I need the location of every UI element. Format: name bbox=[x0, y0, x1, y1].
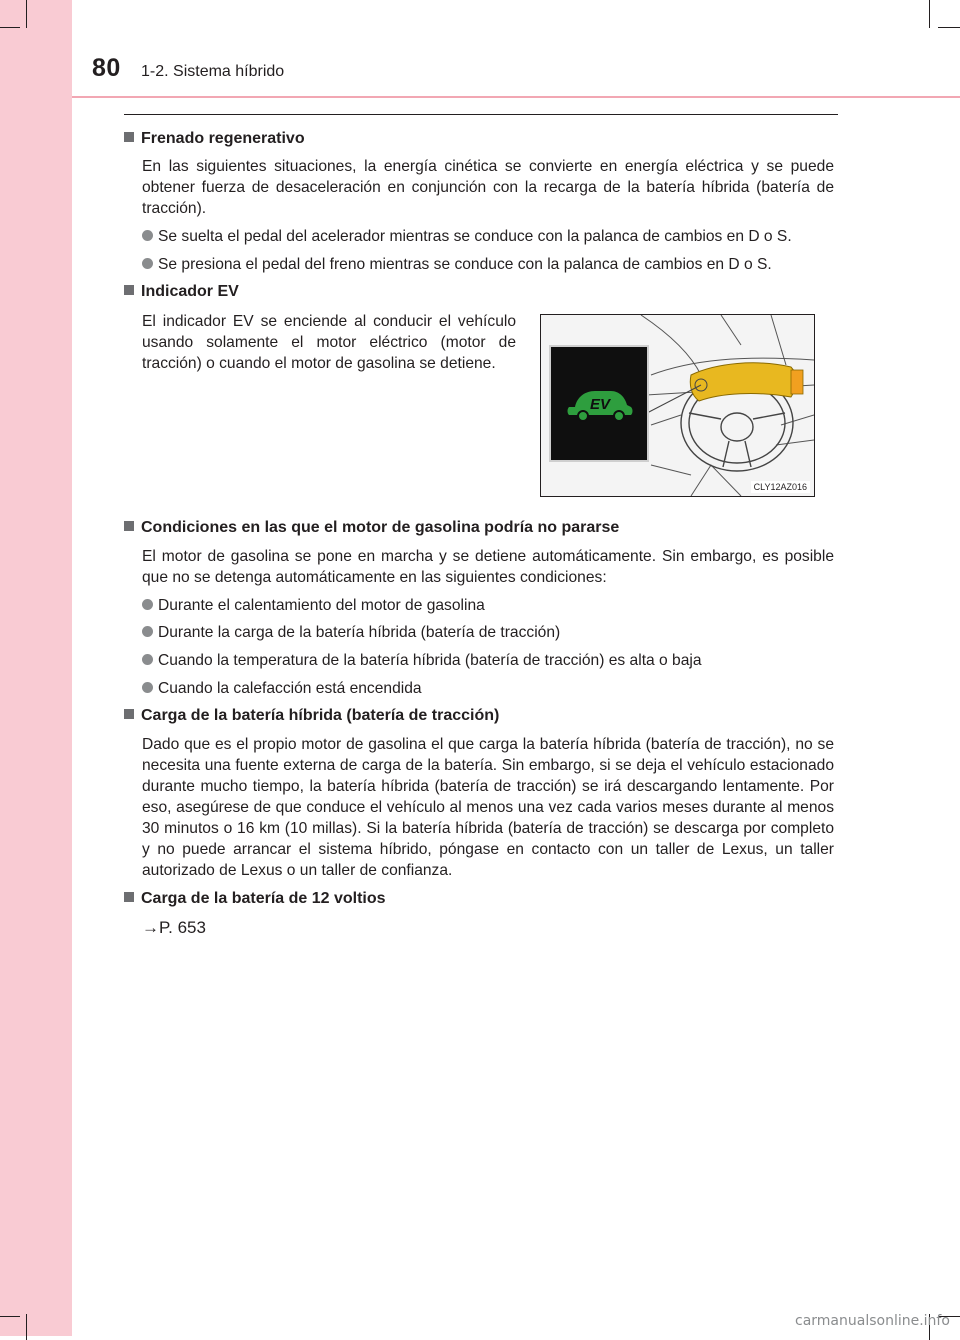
list-item: Se presiona el pedal del freno mientras se conduce con la palanca de cambios en D o S. bbox=[142, 254, 842, 275]
section-paragraph: En las siguientes situaciones, la energía cinética se convierte en energía eléctrica y se puede obtener fuerza de desaceleración en conjunción con la recarga de la batería híbrida (batería de tracción). bbox=[142, 158, 834, 217]
page-reference-link[interactable]: →P. 653 bbox=[142, 918, 206, 937]
watermark: carmanualsonline.info bbox=[795, 1313, 950, 1329]
list-item: Se suelta el pedal del acelerador mientras se conduce con la palanca de cambios en D o S. bbox=[142, 226, 842, 247]
section-heading: Condiciones en las que el motor de gasolina podría no pararse bbox=[124, 519, 619, 537]
ev-car-icon bbox=[551, 347, 647, 460]
square-bullet-icon bbox=[124, 132, 134, 142]
page-sidebar-tab bbox=[0, 0, 72, 1336]
crop-mark bbox=[0, 1316, 20, 1317]
header-divider bbox=[124, 114, 838, 115]
ev-indicator-panel bbox=[549, 345, 649, 462]
section-title: 1-2. Sistema híbrido bbox=[141, 63, 285, 80]
bullet-dot-icon bbox=[142, 258, 153, 269]
crop-mark bbox=[938, 27, 960, 28]
list-item: Cuando la calefacción está encendida bbox=[142, 678, 842, 699]
bullet-dot-icon bbox=[142, 230, 153, 241]
square-bullet-icon bbox=[124, 285, 134, 295]
section-paragraph: El motor de gasolina se pone en marcha y se detiene automáticamente. Sin embargo, es posible que no se detenga automáticamente en las siguientes condiciones: bbox=[142, 548, 834, 586]
section-heading: Carga de la batería híbrida (batería de tracción) bbox=[124, 707, 499, 725]
bullet-dot-icon bbox=[142, 599, 153, 610]
section-heading: Carga de la batería de 12 voltios bbox=[124, 890, 386, 908]
square-bullet-icon bbox=[124, 521, 134, 531]
square-bullet-icon bbox=[124, 709, 134, 719]
figure-code: CLY12AZ016 bbox=[751, 481, 810, 493]
crop-mark bbox=[0, 27, 20, 28]
bullet-dot-icon bbox=[142, 654, 153, 665]
page-number: 80 bbox=[92, 54, 121, 82]
list-item: Cuando la temperatura de la batería híbrida (batería de tracción) es alta o baja bbox=[142, 650, 842, 671]
list-item: Durante el calentamiento del motor de gasolina bbox=[142, 595, 842, 616]
crop-mark bbox=[26, 0, 27, 28]
ev-label: EV bbox=[589, 396, 611, 413]
section-heading: Frenado regenerativo bbox=[124, 130, 305, 148]
list-item: Durante la carga de la batería híbrida (batería de tracción) bbox=[142, 622, 842, 643]
bullet-dot-icon bbox=[142, 626, 153, 637]
crop-mark bbox=[26, 1314, 27, 1340]
ev-indicator-figure bbox=[540, 314, 815, 497]
section-paragraph: El indicador EV se enciende al conducir el vehículo usando solamente el motor eléctrico (motor de tracción) o cuando el motor de gasolina se detiene. bbox=[142, 313, 516, 372]
section-paragraph: Dado que es el propio motor de gasolina el que carga la batería híbrida (batería de tracción), no se necesita una fuente externa de carga de la batería. Sin embargo, si se deja el vehículo estacionado durante mucho tiempo, la batería híbrida (batería de tracción) se irá descargando lentamente. Por eso, asegúrese de que conduce el vehículo al menos una vez cada varios meses durante al menos 30 minutos o 16 km (10 millas). Si la batería híbrida (batería de tracción) se descarga por completo y no puede arrancar el sistema híbrido, póngase en contacto con un taller de Lexus, un taller autorizado de Lexus o un taller de confianza. bbox=[142, 736, 834, 879]
square-bullet-icon bbox=[124, 892, 134, 902]
section-heading: Indicador EV bbox=[124, 283, 239, 301]
page-header bbox=[72, 0, 960, 98]
bullet-dot-icon bbox=[142, 682, 153, 693]
crop-mark bbox=[929, 0, 930, 28]
